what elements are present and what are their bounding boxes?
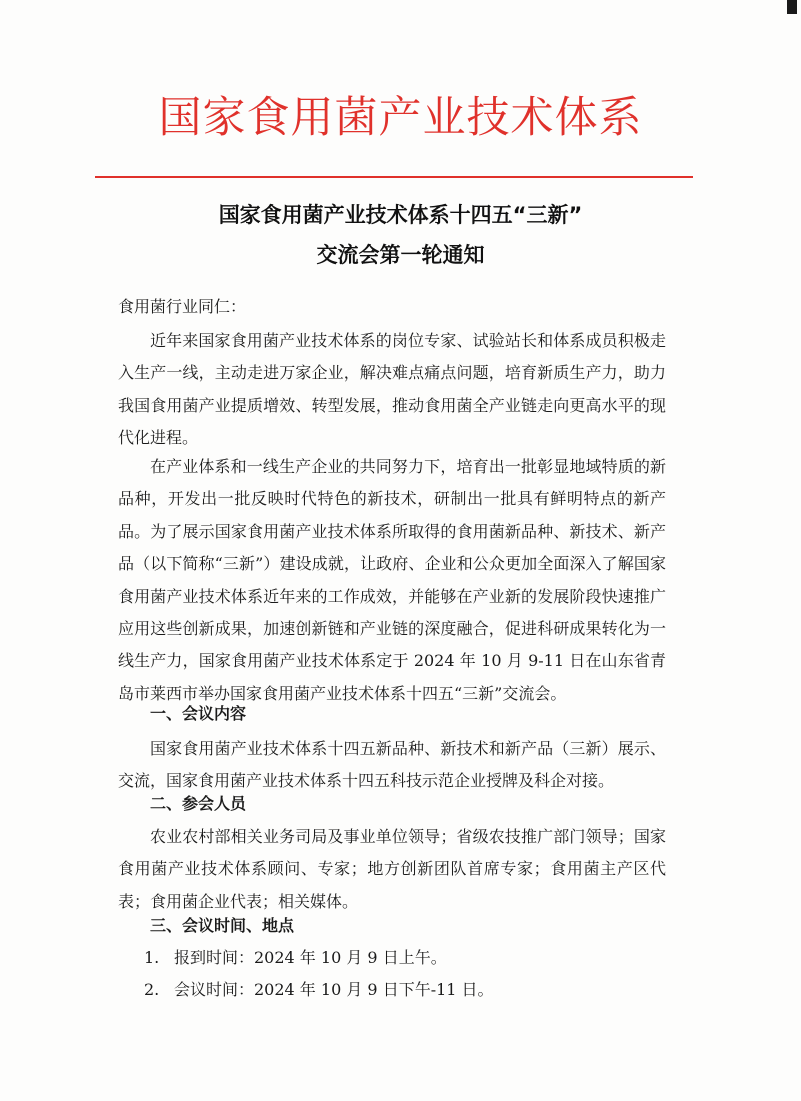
notice-title-line-1: 国家食用菌产业技术体系十四五“三新” xyxy=(218,203,583,227)
scan-corner-mark xyxy=(787,0,797,14)
list-item xyxy=(144,975,494,1005)
list-item-number: 1. xyxy=(144,948,160,967)
section-heading-content: 一、会议内容 xyxy=(150,704,247,723)
section-heading-time-place: 三、会议时间、地点 xyxy=(150,916,295,935)
paragraph-intro: 近年来国家食用菌产业技术体系的岗位专家、试验站长和体系成员积极走入生产一线，主动走进万家企业，解决难点痛点问题，培育新质生产力，助力我国食用菌产业提质增效、转型发展，推动食用菌全产业链走向更高水平的现代化进程。 xyxy=(118,331,666,448)
list-item-text: 会议时间：2024 年 10 月 9 日下午-11 日。 xyxy=(174,980,494,999)
letterhead-title: 国家食用菌产业技术体系 xyxy=(158,93,643,143)
list-item xyxy=(144,943,447,973)
paragraph-purpose: 在产业体系和一线生产企业的共同努力下，培育出一批彰显地域特质的新品种，开发出一批反映时代特色的新技术，研制出一批具有鲜明特点的新产品。为了展示国家食用菌产业技术体系所取得的食用菌新品种、新技术、新产品（以下简称“三新”）建设成就，让政府、企业和公众更加全面深入了解国家食用菌产业技术体系近年来的工作成效，并能够在产业新的发展阶段快速推广应用这些创新成果，加速创新链和产业链的深度融合，促进科研成果转化为一线生产力，国家食用菌产业技术体系定于 2024 年 10 月 9-11 日在山东省青岛市莱西市举办国家食用菌产业技术体系十四五“三新”交流会。 xyxy=(118,457,666,703)
section-text-content: 国家食用菌产业技术体系十四五新品种、新技术和新产品（三新）展示、交流，国家食用菌产业技术体系十四五科技示范企业授牌及科企对接。 xyxy=(118,739,666,791)
salutation: 食用菌行业同仁： xyxy=(118,297,247,316)
list-item-text: 报到时间：2024 年 10 月 9 日上午。 xyxy=(174,948,447,967)
list-item-number: 2. xyxy=(144,980,160,999)
section-heading-attendees: 二、参会人员 xyxy=(150,794,247,813)
section-text-attendees: 农业农村部相关业务司局及事业单位领导；省级农技推广部门领导；国家食用菌产业技术体系顾问、专家；地方创新团队首席专家；食用菌主产区代表；食用菌企业代表；相关媒体。 xyxy=(118,827,666,911)
letterhead-divider xyxy=(95,176,693,178)
notice-title-line-2: 交流会第一轮通知 xyxy=(316,243,485,267)
